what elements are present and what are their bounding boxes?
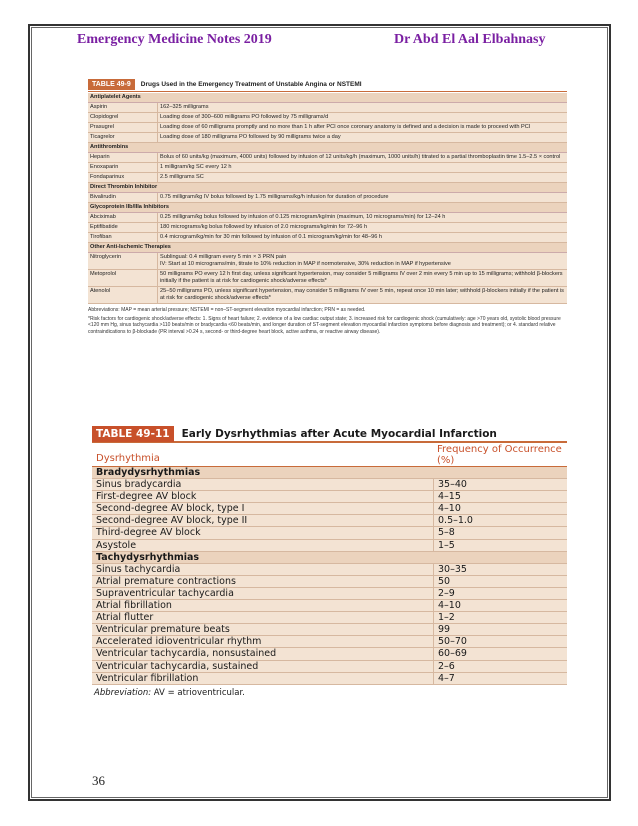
dose-line: 2.5 milligrams SC: [160, 174, 204, 180]
section-header: Bradydysrhythmias: [92, 467, 567, 479]
drug-name: Ticagrelor: [88, 133, 158, 142]
dysrhythmia-name: Second-degree AV block, type I: [96, 503, 245, 515]
table-49-11-body: [92, 467, 567, 685]
table-row: [92, 515, 567, 527]
dose-line: 0.75 milligram/kg IV bolus followed by 1.75 milligrams/kg/h infusion for duration of procedure: [160, 194, 389, 200]
frequency-value: 1–5: [433, 540, 567, 551]
drug-name: Fondaparinux: [88, 173, 158, 182]
dysrhythmia-name: First-degree AV block: [96, 491, 197, 503]
table-row: [88, 233, 567, 243]
drug-dose: [158, 103, 567, 112]
table-49-11-header: [92, 443, 567, 467]
drug-dose: [158, 233, 567, 242]
drug-name: Aspirin: [88, 103, 158, 112]
dose-line: 180 micrograms/kg bolus followed by infusion of 2.0 micrograms/kg/min for 72–96 h: [160, 224, 368, 230]
table-49-11-caption: Early Dysrhythmias after Acute Myocardial Infarction: [181, 428, 497, 440]
table-row: [92, 527, 567, 539]
dose-line: IV: Start at 10 micrograms/min, titrate to 10% reduction in MAP if normotensive, 30% reduction in MAP if hypertensive: [160, 261, 451, 267]
drug-name: Metoprolol: [88, 270, 158, 286]
table-49-11-footnote-label: Abbreviation:: [94, 687, 152, 698]
frequency-value: 35–40: [433, 479, 567, 490]
drug-dose: [158, 270, 567, 286]
dose-line: 0.4 microgram/kg/min for 30 min followed by infusion of 0.1 microgram/kg/min for 48–96 h: [160, 234, 382, 240]
table-row: [92, 600, 567, 612]
dysrhythmia-name: Ventricular tachycardia, sustained: [96, 660, 259, 672]
frequency-value: 4–15: [433, 491, 567, 502]
dysrhythmia-name: Sinus tachycardia: [96, 563, 181, 575]
drug-dose: [158, 163, 567, 172]
drug-name: Clopidogrel: [88, 113, 158, 122]
table-row: [88, 193, 567, 203]
drug-dose: [158, 133, 567, 142]
table-row: [92, 588, 567, 600]
dysrhythmia-name: Accelerated idioventricular rhythm: [96, 636, 262, 648]
table-49-9-title: [88, 78, 567, 92]
table-row: [88, 253, 567, 270]
drug-name: Enoxaparin: [88, 163, 158, 172]
table-row: [92, 673, 567, 685]
frequency-value: 50: [433, 576, 567, 587]
table-row: [92, 540, 567, 552]
drug-dose: [158, 153, 567, 162]
dysrhythmia-name: Asystole: [96, 539, 137, 551]
table-49-9-footnote-risk: *Risk factors for cardiogenic shock/adverse effects: 1. Signs of heart failure; 2. evidence of a low cardiac output state; 3. increased risk for cardiogenic shock (cumulatively: age >70 years old, systolic blood pressure <120 mm Hg, sinus tachycardia >110 beats/min or bradycardia <60 beats/min, and longer duration of ST-segment elevation myocardial infarction symptoms before diagnosis and treatment); or 4. standard relative contraindications to β-blockade (PR interval >0.24 s, second- or third-degree heart block, active asthma, or reactive airway disease).: [88, 315, 561, 335]
column-header-dysrhythmia: Dysrhythmia: [96, 453, 160, 464]
table-row: [92, 636, 567, 648]
table-row: [92, 564, 567, 576]
frequency-value: 0.5–1.0: [433, 515, 567, 526]
dose-line: Bolus of 60 units/kg (maximum, 4000 units) followed by infusion of 12 units/kg/h (maximum, 1000 units/h) titrated to a partial thromboplastin time 1.5–2.5 × control: [160, 154, 561, 160]
drug-dose: [158, 223, 567, 232]
frequency-value: 1–2: [433, 612, 567, 623]
dysrhythmia-name: Ventricular fibrillation: [96, 672, 199, 684]
drug-dose: [158, 173, 567, 182]
section-header: Direct Thrombin Inhibitor: [88, 183, 567, 193]
table-49-11: [92, 427, 567, 698]
frequency-value: 4–10: [433, 503, 567, 514]
section-header: Tachydysrhythmias: [92, 552, 567, 564]
dysrhythmia-name: Atrial flutter: [96, 612, 154, 624]
section-header: Other Anti-Ischemic Therapies: [88, 243, 567, 253]
table-row: [88, 173, 567, 183]
table-row: [92, 661, 567, 673]
table-49-9-badge: TABLE 49-9: [88, 79, 135, 90]
dose-line: Loading dose of 60 milligrams promptly and no more than 1 h after PCI once coronary anatomy is defined and a decision is made to proceed with PCI: [160, 124, 531, 130]
header-author: Dr Abd El Aal Elbahnasy: [394, 32, 546, 47]
frequency-value: 5–8: [433, 527, 567, 538]
table-row: [88, 153, 567, 163]
table-49-11-title: [92, 427, 567, 443]
table-row: [88, 163, 567, 173]
table-row: [88, 113, 567, 123]
table-row: [88, 270, 567, 287]
table-row: [88, 123, 567, 133]
dose-line: 25–50 milligrams PO, unless significant hypertension, may consider 5 milligrams IV over 5 min, repeat once 10 min later; withhold β-blockers initially if the patient is at risk for cardiogenic shock/adverse effects*: [160, 288, 564, 301]
table-row: [92, 503, 567, 515]
table-49-9: [88, 78, 567, 337]
table-row: [92, 576, 567, 588]
drug-name: Heparin: [88, 153, 158, 162]
table-row: [88, 223, 567, 233]
dysrhythmia-name: Supraventricular tachycardia: [96, 587, 234, 599]
frequency-value: 30–35: [433, 564, 567, 575]
drug-name: Atenolol: [88, 287, 158, 303]
drug-dose: [158, 123, 567, 132]
dysrhythmia-name: Ventricular premature beats: [96, 624, 230, 636]
section-header: Glycoprotein IIb/IIIa Inhibitors: [88, 203, 567, 213]
dysrhythmia-name: Second-degree AV block, type II: [96, 515, 248, 527]
drug-dose: [158, 193, 567, 202]
frequency-value: 60–69: [433, 648, 567, 659]
dysrhythmia-name: Sinus bradycardia: [96, 479, 182, 491]
table-49-9-footnotes: [88, 307, 567, 335]
table-49-11-badge: TABLE 49-11: [92, 426, 174, 442]
drug-dose: [158, 113, 567, 122]
drug-name: Abciximab: [88, 213, 158, 222]
dose-line: Sublingual: 0.4 milligram every 5 min × 3 PRN pain: [160, 254, 287, 260]
column-header-frequency: Frequency of Occurrence (%): [437, 444, 562, 466]
frequency-value: 4–7: [433, 673, 567, 684]
frequency-value: 99: [433, 624, 567, 635]
table-row: [88, 103, 567, 113]
page-number: 36: [92, 773, 105, 788]
drug-name: Prasugrel: [88, 123, 158, 132]
table-row: [88, 133, 567, 143]
drug-name: Nitroglycerin: [88, 253, 158, 269]
dose-line: 50 milligrams PO every 12 h first day, unless significant hypertension, may consider 5 milligrams IV over 2 min every 5 min up to 15 milligrams; withhold β-blockers initially if the patient is at risk for cardiogenic shock/adverse effects*: [160, 271, 563, 284]
dose-line: Loading dose of 180 milligrams PO followed by 90 milligrams twice a day: [160, 134, 341, 140]
drug-dose: [158, 213, 567, 222]
drug-name: Bivalirudin: [88, 193, 158, 202]
dysrhythmia-name: Third-degree AV block: [96, 527, 201, 539]
table-row: [92, 648, 567, 660]
table-row: [88, 213, 567, 223]
drug-dose: [158, 287, 567, 303]
dysrhythmia-name: Atrial premature contractions: [96, 575, 236, 587]
frequency-value: 50–70: [433, 636, 567, 647]
dysrhythmia-name: Ventricular tachycardia, nonsustained: [96, 648, 277, 660]
table-49-9-footnote-abbrev: Abbreviations: MAP = mean arterial pressure; NSTEMI = non–ST-segment elevation myocardial infarction; PRN = as needed.: [88, 307, 366, 313]
table-row: [92, 624, 567, 636]
table-49-11-footnote-text: AV = atrioventricular.: [153, 687, 245, 698]
section-header: Antiplatelet Agents: [88, 93, 567, 103]
dose-line: 0.25 milligram/kg bolus followed by infusion of 0.125 microgram/kg/min (maximum, 10 micrograms/min) for 12–24 h: [160, 214, 446, 220]
table-49-9-caption: Drugs Used in the Emergency Treatment of Unstable Angina or NSTEMI: [140, 81, 362, 88]
dose-line: 162–325 milligrams: [160, 104, 209, 110]
table-49-9-body: [88, 93, 567, 304]
drug-dose: [158, 253, 567, 269]
table-row: [92, 479, 567, 491]
table-row: [92, 491, 567, 503]
frequency-value: 4–10: [433, 600, 567, 611]
frequency-value: 2–6: [433, 661, 567, 672]
drug-name: Tirofiban: [88, 233, 158, 242]
dose-line: 1 milligram/kg SC every 12 h: [160, 164, 232, 170]
header-title: Emergency Medicine Notes 2019: [77, 32, 272, 47]
dose-line: Loading dose of 300–600 milligrams PO followed by 75 milligrams/d: [160, 114, 329, 120]
table-row: [88, 287, 567, 304]
drug-name: Eptifibatide: [88, 223, 158, 232]
table-row: [92, 612, 567, 624]
table-49-11-footnote: [92, 688, 567, 698]
dysrhythmia-name: Atrial fibrillation: [96, 600, 172, 612]
frequency-value: 2–9: [433, 588, 567, 599]
section-header: Antithrombins: [88, 143, 567, 153]
